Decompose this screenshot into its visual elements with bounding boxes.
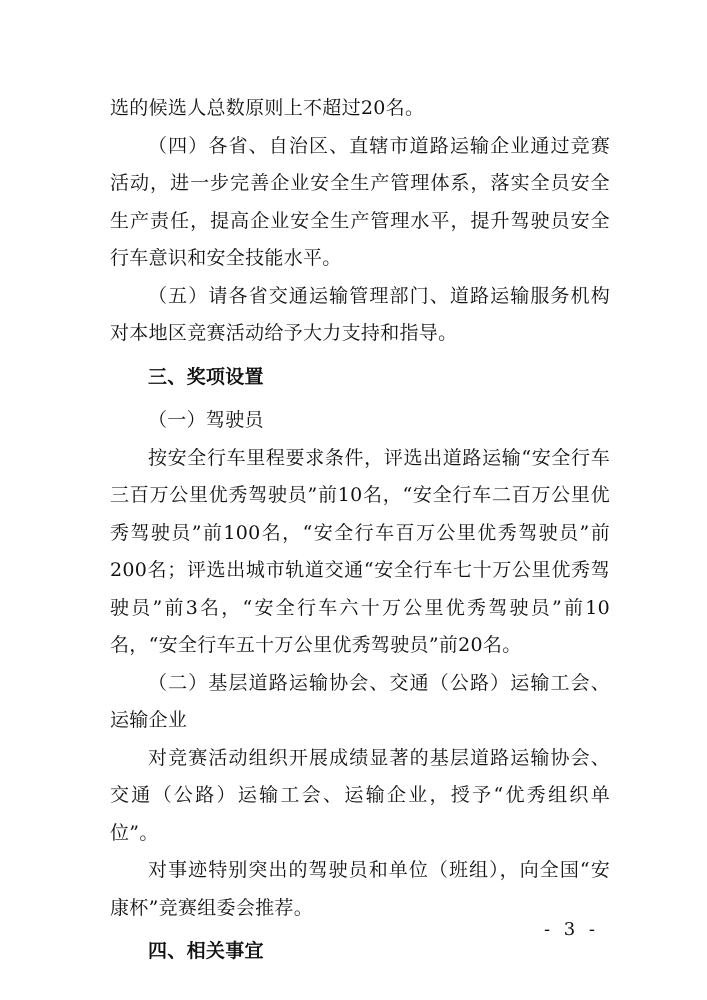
section-heading-related-matters: 四、相关事宜 [148, 940, 264, 962]
subheading-drivers: （一）驾驶员 [148, 409, 264, 431]
paragraph-driver-awards: 按安全行车里程要求条件，评选出道路运输“安全行车三百万公里优秀驾驶员”前10名，“安全行车二百万公里优秀驾驶员”前100名，“安全行车百万公里优秀驾驶员”前200名；评选出城市轨道交通“安全行车七十万公里优秀驾驶员”前3名，“安全行车六十万公里优秀驾驶员”前10名，“安全行车五十万公里优秀驾驶员”前20名。 [110, 446, 610, 656]
section-heading-awards: 三、奖项设置 [148, 365, 264, 388]
paragraph-item-four: （四）各省、自治区、直辖市道路运输企业通过竞赛活动，进一步完善企业安全生产管理体系，落实全员安全生产责任，提高企业安全生产管理水平，提升驾驶员安全行车意识和安全技能水平。 [110, 134, 610, 269]
page-number: - 3 - [543, 919, 599, 940]
paragraph-organization-awards: 对竞赛活动组织开展成绩显著的基层道路运输协会、交通（公路）运输工会、运输企业，授予“优秀组织单位”。 [110, 746, 610, 844]
paragraph-continuation: 选的候选人总数原则上不超过20名。 [110, 97, 425, 119]
paragraph-item-five: （五）请各省交通运输管理部门、道路运输服务机构对本地区竞赛活动给予大力支持和指导。 [110, 284, 610, 344]
paragraph-recommendation: 对事迹特别突出的驾驶员和单位（班组），向全国“安康杯”竞赛组委会推荐。 [110, 859, 610, 919]
subheading-organizations: （二）基层道路运输协会、交通（公路）运输工会、运输企业 [110, 671, 610, 731]
document-body [110, 90, 610, 971]
